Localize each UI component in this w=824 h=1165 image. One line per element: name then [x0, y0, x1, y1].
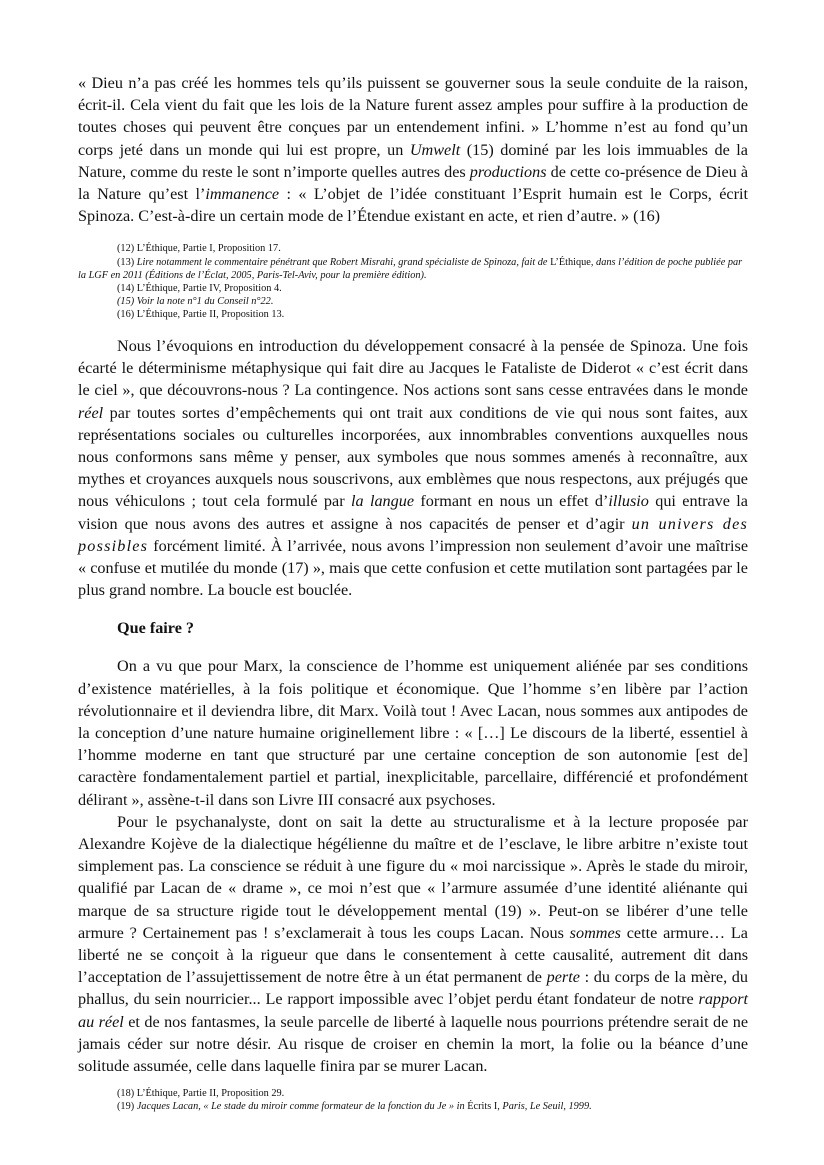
footnote-15: (15) Voir la note n°1 du Conseil n°22.	[117, 295, 274, 307]
footnote-16: (16) L’Éthique, Partie II, Proposition 13.	[117, 308, 285, 320]
section-heading: Que faire ?	[117, 619, 195, 638]
footnotes-block-1	[78, 242, 748, 321]
paragraph-spinoza-quote: « Dieu n’a pas créé les hommes tels qu’ils puissent se gouverner sous la seule conduite de la raison, écrit-il. Cela vient du fait que les lois de la Nature furent assez amples pour suffire à la production de toutes choses qui peuvent être conçues par un entendement infini. » L’homme n’est au fond qu’un corps jeté dans un monde qui lui est propre, un Umwelt (15) dominé par les lois immuables de la Nature, comme du reste le sont n’importe quelles autres des productions de cette co-présence de Dieu à la Nature qu’est l’immanence : « L’objet de l’idée constituant l’Esprit humain est le Corps, écrit Spinoza. C’est-à-dire un certain mode de l’Étendue existant en acte, et rien d’autre. » (16)	[78, 74, 749, 226]
document-page	[78, 72, 748, 1113]
footnote-18: (18) L’Éthique, Partie II, Proposition 29.	[117, 1088, 285, 1100]
footnote-19: (19) Jacques Lacan, « Le stade du miroir comme formateur de la fonction du Je » in Écrits I, Paris, Le Seuil, 1999.	[117, 1101, 592, 1113]
footnotes-block-2	[78, 1087, 748, 1113]
paragraph-psychanalyste: Pour le psychanalyste, dont on sait la dette au structuralisme et à la lecture proposée par Alexandre Kojève de la dialectique hégélienne du maître et de l’esclave, le libre arbitre n’existe tout simplement pas. La conscience se réduit à une figure du « moi narcissique ». Après le stade du miroir, qualifié par Lacan de « drame », ce moi n’est que « l’armure assumée d’une identité aliénante qui marque de sa structure rigide tout le développement mental (19) ». Peut-on se libérer d’une telle armure ? Certainement pas ! s’exclamerait à tous les coups Lacan. Nous sommes cette armure… La liberté ne se conçoit à la rigueur que dans le consentement à cette causalité, autrement dit dans l’acceptation de l’assujettissement de notre être à un état permanent de perte : du corps de la mère, du phallus, du sein nourricier... Le rapport impossible avec l’objet perdu étant fondateur de notre rapport au réel et de nos fantasmes, la seule parcelle de liberté à laquelle nous pourrions prétendre serait de ne jamais céder sur notre désir. Au risque de croiser en chemin la mort, la folie ou la béance d’une solitude assumée, celle dans laquelle finira par se murer Lacan.	[78, 812, 748, 1076]
footnote-14: (14) L’Éthique, Partie IV, Proposition 4.	[117, 282, 282, 294]
paragraph-marx-lacan: On a vu que pour Marx, la conscience de l’homme est uniquement aliénée par ses conditions d’existence matérielles, à la fois politique et économique. Que l’homme s’en libère par l’action révolutionnaire et il deviendra libre, dit Marx. Voilà tout ! Avec Lacan, nous sommes aux antipodes de la conception d’une nature humaine originellement libre : « […] Le discours de la liberté, essentiel à l’homme moderne en tant que structuré par une certaine conception de son autonomie [est de] caractère fondamentalement partiel et partial, inexplicitable, parcellaire, différencié et profondément délirant », assène-t-il dans son Livre III consacré aux psychoses.	[78, 657, 748, 809]
footnote-12: (12) L’Éthique, Partie I, Proposition 17.	[117, 243, 281, 255]
paragraph-contingence: Nous l’évoquions en introduction du développement consacré à la pensée de Spinoza. Une fois écarté le déterminisme métaphysique qui fait dire au Jacques le Fataliste de Diderot « c’est écrit dans le ciel », que découvrons-nous ? La contingence. Nos actions sont sans cesse entravées dans le monde réel par toutes sortes d’empêchements qui ont trait aux conditions de vie qui nous sont faites, aux représentations sociales ou culturelles incorporées, aux innombrables conventions auxquelles nous nous conformons sans même y penser, aux symboles que nous sommes amenés à reconnaître, aux mythes et croyances auxquels nous souscrivons, aux emblèmes que nous respectons, aux préjugés que nous véhiculons ; tout cela formulé par la langue formant en nous un effet d’illusio qui entrave la vision que nous avons des autres et assigne à nos capacités de penser et d’agir un univers des possibles forcément limité. À l’arrivée, nous avons l’impression non seulement d’avoir une maîtrise « confuse et mutilée du monde (17) », mais que cette confusion et cette mutilation sont partagées par le plus grand nombre. La boucle est bouclée.	[78, 336, 748, 600]
footnote-13: (13) Lire notamment le commentaire pénétrant que Robert Misrahi, grand spécialiste de Spinoza, fait de L’Éthique, dans l’édition de poche publiée par la LGF en 2011 (Éditions de l’Éclat, 2005, Paris-Tel-Aviv, pour la première édition).	[78, 256, 743, 281]
